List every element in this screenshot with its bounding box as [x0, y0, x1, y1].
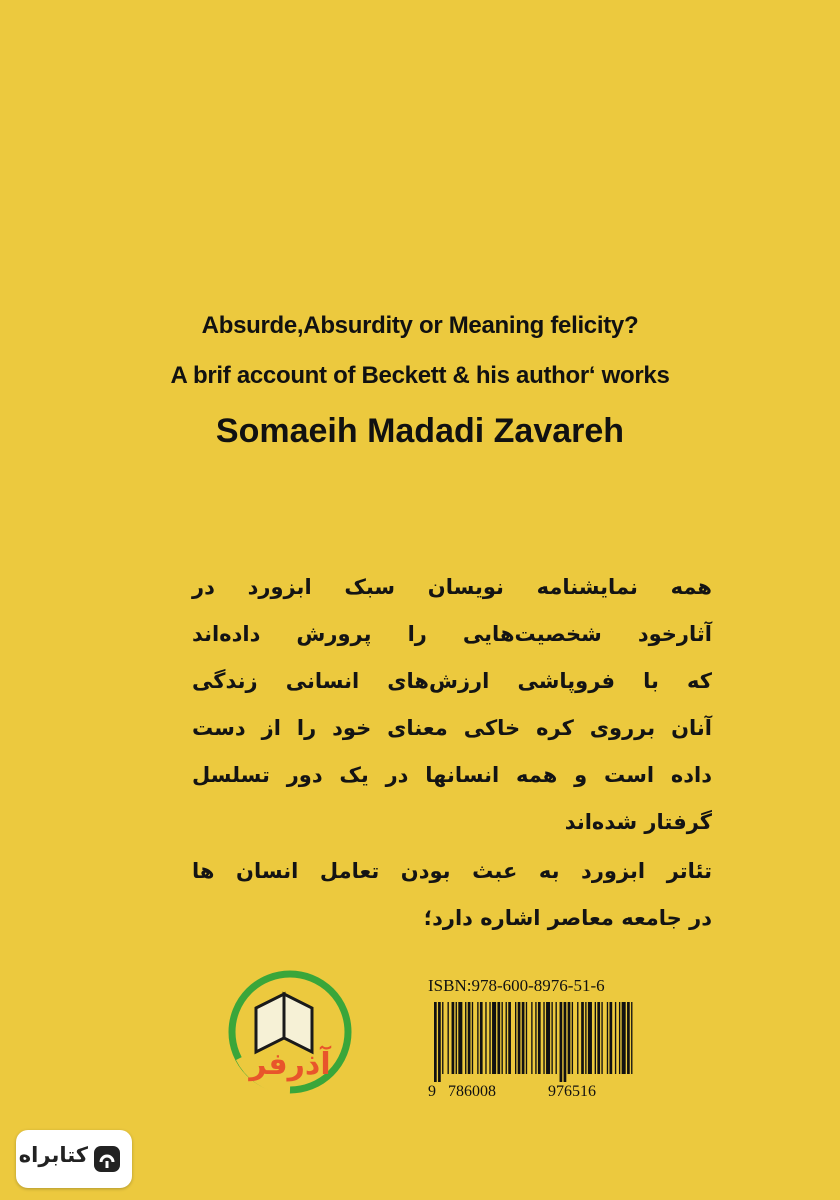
barcode-bar [531, 1002, 532, 1074]
barcode-bar [434, 1002, 437, 1082]
title-line-2: A brif account of Beckett & his author‘ works [170, 362, 670, 389]
barcode-bar [468, 1002, 471, 1074]
description-line: داده است و همه انسانها در یک دور تسلسل [192, 763, 712, 787]
barcode-digits-right: 976516 [548, 1083, 596, 1100]
barcode-bar [456, 1002, 457, 1074]
barcode-bar [458, 1002, 462, 1074]
open-book-icon [256, 994, 312, 1052]
barcode-bar [538, 1002, 541, 1074]
barcode-bar [564, 1002, 567, 1082]
description-line: آنان برروی کره خاکی معنای خود را از دست [192, 716, 712, 740]
description-line: گرفتار شده‌اند [564, 810, 712, 834]
isbn-label: ISBN:978-600-8976-51-6 [428, 976, 605, 995]
barcode-bar [497, 1002, 500, 1074]
barcode-bar [572, 1002, 573, 1074]
barcode-bar [535, 1002, 536, 1074]
barcode-bar [560, 1002, 563, 1082]
barcode-bar [465, 1002, 466, 1074]
barcode [430, 1002, 636, 1082]
barcode-bar [585, 1002, 586, 1074]
barcode-bar [506, 1002, 507, 1074]
barcode-bar [518, 1002, 521, 1074]
barcode-bar [489, 1002, 490, 1074]
publisher-logo-text: آذرفر [249, 1047, 331, 1082]
ketabrah-label: کتابراه [18, 1143, 88, 1167]
barcode-bar [502, 1002, 503, 1074]
barcode-bar [615, 1002, 616, 1074]
description-line: تئاتر ابزورد به عبث بودن تعامل انسان ها [192, 859, 712, 883]
barcode-bar [508, 1002, 511, 1074]
barcode-bar [607, 1002, 608, 1074]
barcode-bar [522, 1002, 525, 1074]
barcode-bar [492, 1002, 496, 1074]
description-line: که با فروپاشی ارزش‌های انسانی زندگی [192, 669, 712, 693]
barcode-bar [448, 1002, 449, 1074]
barcode-bar [556, 1002, 557, 1074]
barcode-bar [543, 1002, 544, 1074]
barcode-bar [595, 1002, 596, 1074]
barcode-bar [485, 1002, 486, 1074]
barcode-bar [452, 1002, 455, 1074]
author-name: Somaeih Madadi Zavareh [215, 412, 625, 450]
description-line: در جامعه معاصر اشاره دارد؛ [423, 906, 712, 930]
publisher-logo [226, 968, 354, 1096]
barcode-bar [610, 1002, 613, 1074]
barcode-bar [515, 1002, 516, 1074]
barcode-bar [551, 1002, 552, 1074]
barcode-bar [577, 1002, 578, 1074]
barcode-digits-left: 786008 [448, 1083, 496, 1100]
barcode-bar [526, 1002, 527, 1074]
barcode-bar [546, 1002, 550, 1074]
description-line: آثارخود شخصیت‌هایی را پرورش داده‌اند [192, 622, 712, 646]
barcode-bar [622, 1002, 626, 1074]
barcode-digit-first: 9 [428, 1083, 436, 1100]
barcode-bar [581, 1002, 584, 1074]
ketabrah-badge[interactable] [16, 1130, 132, 1188]
ketabrah-logo-icon [92, 1144, 122, 1174]
barcode-bar [472, 1002, 473, 1074]
barcode-bar [601, 1002, 602, 1074]
barcode-bar [568, 1002, 571, 1074]
description-line: همه نمایشنامه نویسان سبک ابزورد در [192, 575, 712, 599]
barcode-bar [619, 1002, 620, 1074]
title-line-1: Absurde,Absurdity or Meaning felicity? [201, 312, 639, 339]
barcode-bar [477, 1002, 478, 1074]
barcode-bar [438, 1002, 441, 1082]
barcode-bar [597, 1002, 600, 1074]
barcode-bar [442, 1002, 443, 1074]
barcode-bar [480, 1002, 483, 1074]
barcode-bar [627, 1002, 630, 1074]
barcode-bar [631, 1002, 632, 1074]
barcode-bar [588, 1002, 592, 1074]
